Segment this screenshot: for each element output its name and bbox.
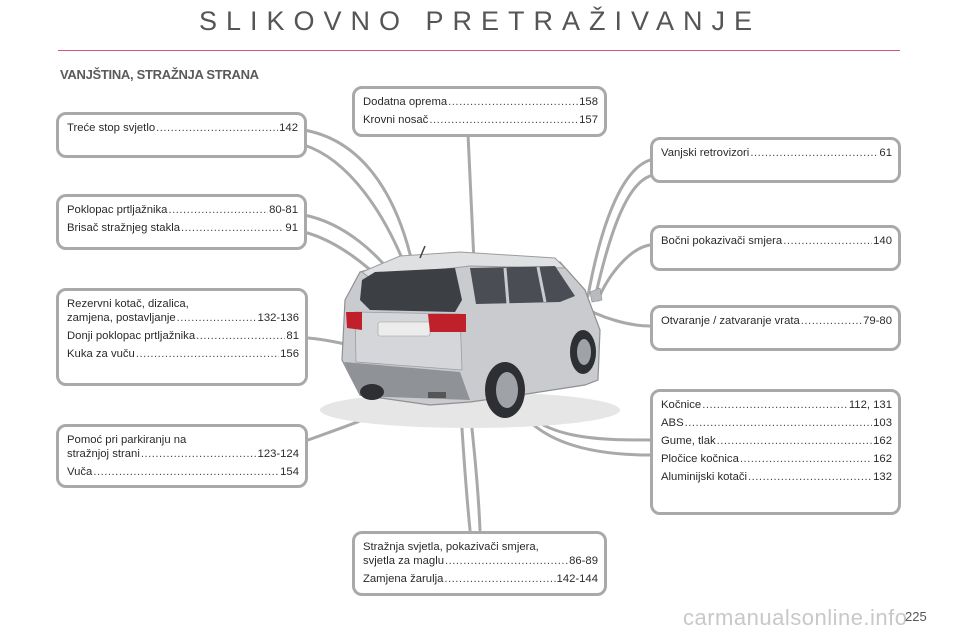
entry-label-line1: Rezervni kotač, dizalica, [67,298,189,310]
suv-icon [320,246,620,428]
watermark: carmanualsonline.info [683,605,908,630]
section-title: VANJŠTINA, STRAŽNJA STRANA [60,67,259,82]
entry-label: Kočnice [661,399,702,411]
page-ref: 162 [873,435,892,447]
box-third-stop-light [56,112,307,158]
entry-towing[interactable] [67,465,299,479]
entry-brakes[interactable] [661,398,892,412]
page-ref: 103 [873,417,892,429]
entry-tailgate[interactable] [67,203,298,217]
entry-label-line1: Pomoć pri parkiranju na [67,434,187,446]
entry-label: Zamjena žarulja [363,573,444,585]
entry-label: Gume, tlak [661,435,716,447]
entry-tow-hook[interactable] [67,347,299,361]
entry-label: Poklopac prtljažnika [67,204,168,216]
page-ref: 156 [280,348,299,360]
entry-side-indicators[interactable] [661,234,892,248]
box-side-indicators [650,225,901,271]
box-doors [650,305,901,351]
box-accessories [352,86,607,137]
entry-label: ABS [661,417,684,429]
entry-label: Otvaranje / zatvaranje vrata [661,315,800,327]
page-ref: 80-81 [269,204,298,216]
entry-label-line1: Stražnja svjetla, pokazivači smjera, [363,541,539,553]
entry-alloy-wheels[interactable] [661,470,892,484]
box-tailgate [56,194,307,250]
entry-rear-lights[interactable] [363,540,598,568]
page-ref: 142-144 [556,573,598,585]
entry-label: Aluminijski kotači [661,471,748,483]
page-ref: 140 [873,235,892,247]
page-ref: 142 [279,122,298,134]
entry-doors[interactable] [661,314,892,328]
page-ref: 132 [873,471,892,483]
page-ref: 86-89 [569,555,598,567]
entry-label: Pločice kočnica [661,453,739,465]
page-ref: 81 [286,330,299,342]
page-title: SLIKOVNO PRETRAŽIVANJE [198,6,762,36]
entry-label: Dodatna oprema [363,96,448,108]
entry-label: Brisač stražnjeg stakla [67,222,181,234]
entry-label: zamjena, postavljanje [67,312,176,324]
box-parking-assist [56,424,308,488]
page-ref: 91 [285,222,298,234]
entry-roof-rack[interactable] [363,113,598,127]
box-brakes [650,389,901,515]
box-door-mirrors [650,137,901,183]
entry-label: Treće stop svjetlo [67,122,156,134]
entry-label: Donji poklopac prtljažnika [67,330,196,342]
entry-label: Vanjski retrovizori [661,147,750,159]
entry-label: stražnjoj strani [67,448,140,460]
page-ref: 157 [579,114,598,126]
entry-label: Kuka za vuču [67,348,135,360]
entry-label: Krovni nosač [363,114,429,126]
entry-label: svjetla za maglu [363,555,444,567]
page-ref: 79-80 [863,315,892,327]
page-ref: 112, 131 [848,399,892,411]
page-ref: 158 [579,96,598,108]
entry-third-stop-light[interactable] [67,121,298,135]
page-ref: 132-136 [257,312,299,324]
entry-brake-pads[interactable] [661,452,892,466]
entry-label: Bočni pokazivači smjera [661,235,783,247]
page-ref: 154 [280,466,299,478]
entry-rear-wiper[interactable] [67,221,298,235]
entry-spare-wheel[interactable] [67,297,299,325]
page-ref: 61 [879,147,892,159]
box-rear-lights [352,531,607,596]
page-ref: 123-124 [257,448,299,460]
entry-bulb-replacement[interactable] [363,572,598,586]
entry-label: Vuča [67,466,93,478]
page-ref: 162 [873,453,892,465]
page-number: 225 [905,609,927,624]
entry-lower-boot-cover[interactable] [67,329,299,343]
entry-abs[interactable] [661,416,892,430]
entry-door-mirrors[interactable] [661,146,892,160]
box-spare-wheel [56,288,308,386]
entry-accessories[interactable] [363,95,598,109]
entry-tyre-pressure[interactable] [661,434,892,448]
entry-parking-assist[interactable] [67,433,299,461]
